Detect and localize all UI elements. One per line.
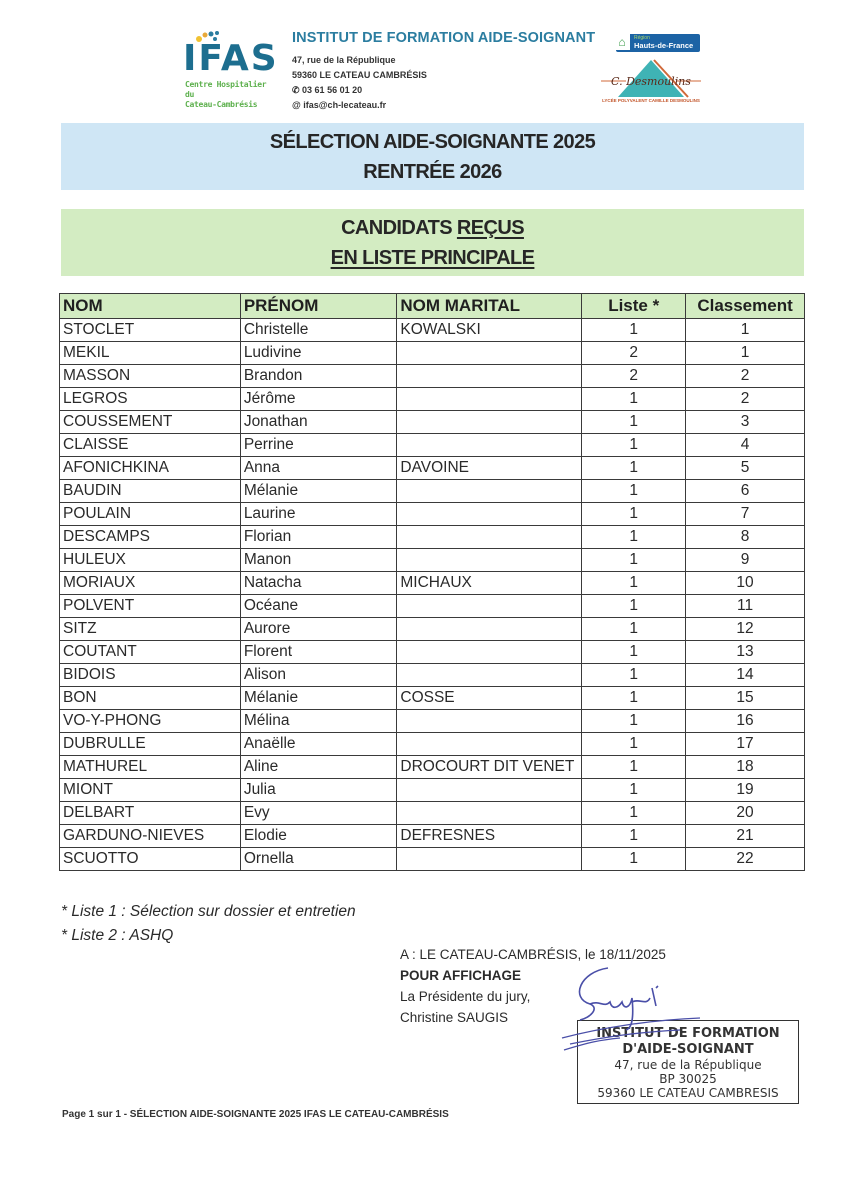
cell-liste: 1: [582, 664, 686, 687]
stamp-line2: D'AIDE-SOIGNANT: [622, 1042, 754, 1057]
cell-liste: 1: [582, 710, 686, 733]
lycee-signature: C. Desmoulins: [611, 75, 691, 88]
logo-subtitle-line2: Cateau-Cambrésis: [185, 100, 258, 109]
cell-nom-marital: [397, 595, 582, 618]
header-nom-marital: NOM MARITAL: [397, 294, 582, 319]
cell-liste: 1: [582, 526, 686, 549]
cell-liste: 1: [582, 618, 686, 641]
candidates-banner: [61, 209, 804, 276]
table-row: [60, 549, 805, 572]
table-row: [60, 342, 805, 365]
cell-nom: BAUDIN: [60, 480, 241, 503]
cell-nom-marital: MICHAUX: [397, 572, 582, 595]
cell-prenom: Natacha: [240, 572, 397, 595]
cell-nom: SCUOTTO: [60, 848, 241, 871]
page-footer: Page 1 sur 1 - SÉLECTION AIDE-SOIGNANTE 2025 IFAS LE CATEAU-CAMBRÉSIS: [62, 1109, 449, 1120]
cell-liste: 1: [582, 319, 686, 342]
cell-prenom: Jérôme: [240, 388, 397, 411]
cell-classement: 1: [686, 342, 805, 365]
cell-liste: 1: [582, 779, 686, 802]
cell-classement: 5: [686, 457, 805, 480]
stamp-line3: 47, rue de la République: [614, 1058, 762, 1072]
lycee-logo: [596, 57, 706, 107]
cell-classement: 11: [686, 595, 805, 618]
cell-liste: 1: [582, 733, 686, 756]
cell-classement: 17: [686, 733, 805, 756]
cell-liste: 1: [582, 802, 686, 825]
footnote-liste-1: * Liste 1 : Sélection sur dossier et entretien: [61, 903, 356, 920]
cell-classement: 21: [686, 825, 805, 848]
table-row: [60, 641, 805, 664]
table-row: [60, 526, 805, 549]
cell-liste: 1: [582, 572, 686, 595]
jury-president-name: Christine SAUGIS: [400, 1010, 509, 1025]
cell-nom: SITZ: [60, 618, 241, 641]
cell-nom-marital: [397, 480, 582, 503]
table-row: [60, 848, 805, 871]
place-date: A : LE CATEAU-CAMBRÉSIS, le 18/11/2025: [400, 947, 666, 962]
cell-prenom: Manon: [240, 549, 397, 572]
institute-address: 47, rue de la République: [292, 55, 396, 65]
cell-prenom: Anna: [240, 457, 397, 480]
cell-classement: 13: [686, 641, 805, 664]
cell-nom-marital: DAVOINE: [397, 457, 582, 480]
region-logo-small: Région: [634, 35, 650, 41]
cell-nom: POLVENT: [60, 595, 241, 618]
region-logo-name: Hauts-de-France: [634, 41, 694, 50]
cell-liste: 1: [582, 434, 686, 457]
cell-liste: 1: [582, 457, 686, 480]
cell-nom: DESCAMPS: [60, 526, 241, 549]
candidates-prefix: CANDIDATS: [341, 217, 457, 239]
cell-prenom: Evy: [240, 802, 397, 825]
logo-acronym: IFAS: [183, 38, 279, 79]
institute-phone: ✆ 03 61 56 01 20: [292, 85, 363, 95]
cell-nom-marital: [397, 802, 582, 825]
table-row: [60, 365, 805, 388]
cell-liste: 2: [582, 365, 686, 388]
cell-classement: 3: [686, 411, 805, 434]
cell-classement: 22: [686, 848, 805, 871]
table-row: [60, 503, 805, 526]
cell-nom-marital: [397, 411, 582, 434]
cell-liste: 1: [582, 641, 686, 664]
cell-prenom: Ludivine: [240, 342, 397, 365]
cell-nom-marital: [397, 388, 582, 411]
table-row: [60, 388, 805, 411]
cell-prenom: Laurine: [240, 503, 397, 526]
cell-nom-marital: DEFRESNES: [397, 825, 582, 848]
institute-city: 59360 LE CATEAU CAMBRÉSIS: [292, 70, 427, 80]
cell-prenom: Aline: [240, 756, 397, 779]
cell-prenom: Anaëlle: [240, 733, 397, 756]
table-row: [60, 411, 805, 434]
cell-liste: 1: [582, 388, 686, 411]
cell-classement: 18: [686, 756, 805, 779]
table-row: [60, 480, 805, 503]
handwritten-signature-icon: [560, 958, 710, 1058]
logo-subtitle-line1: Centre Hospitalier du: [185, 80, 267, 99]
cell-liste: 1: [582, 848, 686, 871]
cell-classement: 6: [686, 480, 805, 503]
cell-classement: 9: [686, 549, 805, 572]
posting-label: POUR AFFICHAGE: [400, 968, 521, 983]
cell-liste: 1: [582, 595, 686, 618]
cell-nom-marital: [397, 434, 582, 457]
cell-liste: 2: [582, 342, 686, 365]
header-classement: Classement: [686, 294, 805, 319]
cell-nom: BON: [60, 687, 241, 710]
table-row: [60, 664, 805, 687]
cell-nom-marital: [397, 664, 582, 687]
table-row: [60, 825, 805, 848]
table-row: [60, 756, 805, 779]
footnotes: [61, 900, 356, 948]
cell-nom: MORIAUX: [60, 572, 241, 595]
cell-liste: 1: [582, 480, 686, 503]
cell-prenom: Mélina: [240, 710, 397, 733]
cell-classement: 20: [686, 802, 805, 825]
cell-classement: 1: [686, 319, 805, 342]
list-title: EN LISTE PRINCIPALE: [330, 247, 535, 269]
cell-nom: DUBRULLE: [60, 733, 241, 756]
cell-classement: 2: [686, 388, 805, 411]
table-row: [60, 618, 805, 641]
cell-prenom: Mélanie: [240, 687, 397, 710]
selection-title: SÉLECTION AIDE-SOIGNANTE 2025: [269, 131, 596, 153]
cell-nom: BIDOIS: [60, 664, 241, 687]
cell-nom-marital: [397, 342, 582, 365]
cell-prenom: Julia: [240, 779, 397, 802]
region-house-icon: ⌂: [614, 34, 630, 50]
cell-nom-marital: [397, 526, 582, 549]
table-row: [60, 687, 805, 710]
cell-nom: DELBART: [60, 802, 241, 825]
lycee-triangle-icon: [596, 57, 706, 99]
header-nom: NOM: [60, 294, 241, 319]
cell-nom: LEGROS: [60, 388, 241, 411]
cell-nom-marital: [397, 618, 582, 641]
cell-classement: 19: [686, 779, 805, 802]
selection-subtitle: RENTRÉE 2026: [363, 161, 502, 183]
cell-prenom: Mélanie: [240, 480, 397, 503]
region-logo: [616, 34, 700, 52]
table-row: [60, 802, 805, 825]
cell-nom-marital: [397, 779, 582, 802]
cell-nom: GARDUNO-NIEVES: [60, 825, 241, 848]
cell-nom-marital: [397, 710, 582, 733]
cell-nom: CLAISSE: [60, 434, 241, 457]
table-row: [60, 457, 805, 480]
cell-prenom: Aurore: [240, 618, 397, 641]
cell-liste: 1: [582, 549, 686, 572]
footnote-liste-2: * Liste 2 : ASHQ: [61, 927, 174, 944]
cell-liste: 1: [582, 411, 686, 434]
cell-liste: 1: [582, 687, 686, 710]
cell-nom: STOCLET: [60, 319, 241, 342]
cell-nom-marital: [397, 503, 582, 526]
cell-prenom: Elodie: [240, 825, 397, 848]
cell-nom: VO-Y-PHONG: [60, 710, 241, 733]
cell-nom-marital: DROCOURT DIT VENET: [397, 756, 582, 779]
cell-liste: 1: [582, 756, 686, 779]
cell-nom: MATHUREL: [60, 756, 241, 779]
cell-prenom: Océane: [240, 595, 397, 618]
table-header-row: [60, 294, 805, 319]
ifas-logo: [183, 30, 279, 109]
cell-classement: 14: [686, 664, 805, 687]
table-row: [60, 733, 805, 756]
header-liste: Liste *: [582, 294, 686, 319]
cell-nom: POULAIN: [60, 503, 241, 526]
candidates-underlined: REÇUS: [456, 217, 524, 239]
cell-nom: MASSON: [60, 365, 241, 388]
cell-nom: MIONT: [60, 779, 241, 802]
candidates-table: [59, 293, 805, 871]
cell-prenom: Florent: [240, 641, 397, 664]
cell-nom-marital: COSSE: [397, 687, 582, 710]
institute-contact: [292, 30, 595, 113]
selection-banner: [61, 123, 804, 190]
cell-classement: 10: [686, 572, 805, 595]
cell-nom: MEKIL: [60, 342, 241, 365]
cell-prenom: Jonathan: [240, 411, 397, 434]
cell-liste: 1: [582, 825, 686, 848]
cell-nom-marital: [397, 549, 582, 572]
stamp-line4: BP 30025: [659, 1072, 717, 1086]
stamp-line5: 59360 LE CATEAU CAMBRESIS: [597, 1086, 779, 1100]
cell-prenom: Brandon: [240, 365, 397, 388]
jury-role: La Présidente du jury,: [400, 989, 531, 1004]
lycee-caption: LYCÉE POLYVALENT CAMILLE DESMOULINS: [602, 98, 700, 103]
cell-nom-marital: [397, 848, 582, 871]
cell-prenom: Alison: [240, 664, 397, 687]
cell-nom: HULEUX: [60, 549, 241, 572]
cell-nom-marital: KOWALSKI: [397, 319, 582, 342]
cell-nom-marital: [397, 733, 582, 756]
cell-classement: 12: [686, 618, 805, 641]
table-row: [60, 710, 805, 733]
institute-title: INSTITUT DE FORMATION AIDE-SOIGNANT: [292, 30, 596, 46]
cell-classement: 15: [686, 687, 805, 710]
cell-classement: 16: [686, 710, 805, 733]
logo-subtitle: [185, 80, 278, 110]
table-row: [60, 434, 805, 457]
cell-nom-marital: [397, 365, 582, 388]
cell-prenom: Perrine: [240, 434, 397, 457]
table-row: [60, 572, 805, 595]
table-row: [60, 319, 805, 342]
cell-classement: 8: [686, 526, 805, 549]
table-row: [60, 779, 805, 802]
header-prenom: PRÉNOM: [240, 294, 397, 319]
cell-classement: 2: [686, 365, 805, 388]
table-row: [60, 595, 805, 618]
cell-classement: 7: [686, 503, 805, 526]
cell-nom: COUTANT: [60, 641, 241, 664]
cell-prenom: Florian: [240, 526, 397, 549]
institute-email: @ ifas@ch-lecateau.fr: [292, 100, 387, 110]
cell-nom: AFONICHKINA: [60, 457, 241, 480]
cell-prenom: Christelle: [240, 319, 397, 342]
cell-liste: 1: [582, 503, 686, 526]
cell-nom: COUSSEMENT: [60, 411, 241, 434]
cell-classement: 4: [686, 434, 805, 457]
stamp-line1: INSTITUT DE FORMATION: [596, 1026, 780, 1041]
cell-nom-marital: [397, 641, 582, 664]
cell-prenom: Ornella: [240, 848, 397, 871]
